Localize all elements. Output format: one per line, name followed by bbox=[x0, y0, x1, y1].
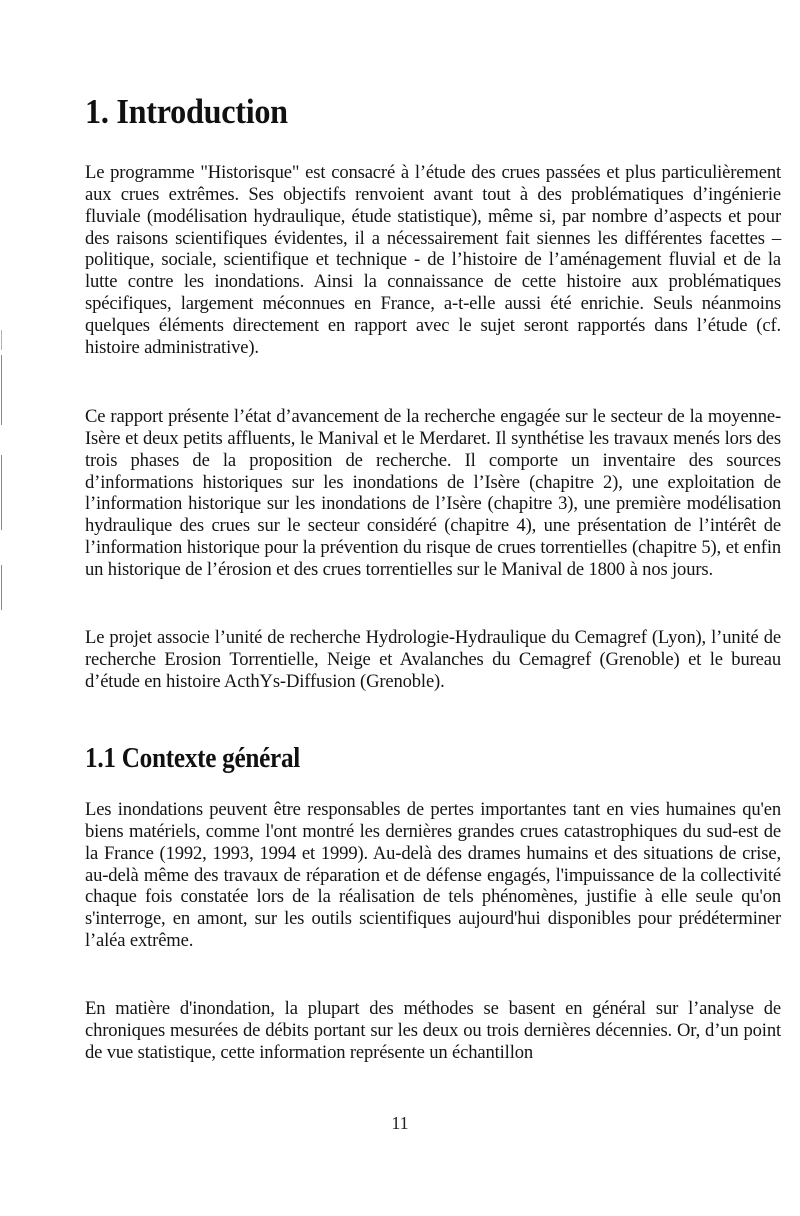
paragraph-intro-1: Le programme "Historisque" est consacré à l’étude des crues passées et plus particulièrement aux crues extrêmes. Ses objectifs renvoient avant tout à des problématiques d’ingénierie fluviale (modélisation hydraulique, étude statistique), même si, par nombre d’aspects et pour des raisons scientifiques évidentes, il a nécessairement fait siennes les différentes facettes – politique, sociale, scientifique et technique - de l’histoire de l’aménagement fluvial et de la lutte contre les inondations. Ainsi la connaissance de cette histoire aux problématiques spécifiques, largement méconnues en France, a-t-elle aussi été enrichie. Seuls néanmoins quelques éléments directement en rapport avec le sujet seront rapportés dans l’étude (cf. histoire administrative). bbox=[85, 162, 781, 358]
scan-edge-mark bbox=[1, 355, 2, 425]
paragraph-intro-3: Le projet associe l’unité de recherche Hydrologie-Hydraulique du Cemagref (Lyon), l’unité de recherche Erosion Torrentielle, Neige et Avalanches du Cemagref (Grenoble) et le bureau d’étude en histoire ActhYs-Diffusion (Grenoble). bbox=[85, 627, 781, 692]
scan-edge-mark bbox=[1, 565, 2, 610]
subsection-title: 1.1 Contexte général bbox=[85, 743, 301, 774]
paragraph-context-1: Les inondations peuvent être responsables de pertes importantes tant en vies humaines qu'en biens matériels, comme l'ont montré les dernières grandes crues catastrophiques du sud-est de la France (1992, 1993, 1994 et 1999). Au-delà des drames humains et des situations de crise, au-delà même des travaux de réparation et de défense engagés, l'impuissance de la collectivité chaque fois constatée lors de la réalisation de tels phénomènes, justifie à elle seule qu'on s'interroge, en amont, sur les outils scientifiques aujourd'hui disponibles pour prédéterminer l’aléa extrême. bbox=[85, 799, 781, 952]
paragraph-intro-2: Ce rapport présente l’état d’avancement de la recherche engagée sur le secteur de la moyenne-Isère et deux petits affluents, le Manival et le Merdaret. Il synthétise les travaux menés lors des trois phases de la proposition de recherche. Il comporte un inventaire des sources d’informations historiques sur les inondations de l’Isère (chapitre 2), une exploitation de l’information historique sur les inondations de l’Isère (chapitre 3), une première modélisation hydraulique des crues sur le secteur considéré (chapitre 4), une présentation de l’intérêt de l’information historique pour la prévention du risque de crues torrentielles (chapitre 5), et enfin un historique de l’érosion et des crues torrentielles sur le Manival de 1800 à nos jours. bbox=[85, 406, 781, 580]
paragraph-context-2: En matière d'inondation, la plupart des méthodes se basent en général sur l’analyse de chroniques mesurées de débits portant sur les deux ou trois dernières décennies. Or, d’un point de vue statistique, cette information représente un échantillon bbox=[85, 998, 781, 1063]
section-title: 1. Introduction bbox=[85, 92, 288, 131]
scan-edge-mark bbox=[1, 455, 2, 530]
scan-edge-mark bbox=[1, 330, 2, 350]
page-number: 11 bbox=[391, 1113, 409, 1133]
